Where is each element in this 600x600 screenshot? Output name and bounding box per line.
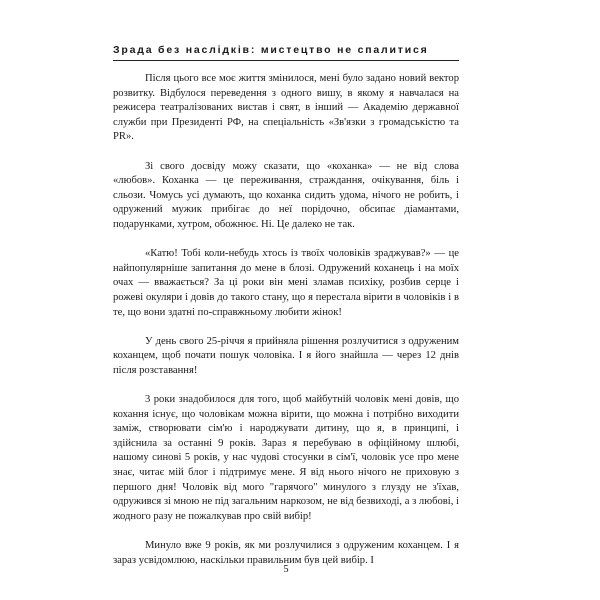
paragraph: Після цього все моє життя змінилося, мені було задано новий вектор розвитку. Відбулося переведення з одного вишу, в якому я навчалася на режисера театралізованих вистав і свят, в інший — Академію державної служби при Президенті РФ, на спеціальність «Зв'язки з громадськістю та PR».: [113, 73, 459, 143]
body-text: [113, 72, 459, 568]
page-number: 5: [283, 564, 289, 575]
paragraph: «Катю! Тобі коли-небудь хтось із твоїх чоловіків зраджував?» — це найпопулярніше запитання до мене в блозі. Одружений коханець і на моїх очах — вважається? За ці роки він мені зламав психіку, розбив серце і рожеві окуляри і довів до такого стану, що я перестала вірити в чоловіків і в те, що вони здатні по-справжньому любити жінок!: [113, 248, 459, 318]
paragraph: Зі свого досвіду можу сказати, що «коханка» — не від слова «любов». Коханка — це переживання, страждання, очікування, біль і сльози. Чомусь усі думають, що коханка сидить удома, нічого не робить, і одружений мужик прибігає до неї порідочно, обсипає діамантами, подарунками, хутром, обожнює. Ні. Це далеко не так.: [113, 160, 459, 230]
paragraph: У день свого 25-річчя я прийняла рішення розлучитися з одруженим коханцем, щоб почати пошук чоловіка. І я його знайшла — через 12 днів після розставання!: [113, 335, 459, 376]
paragraph: 3 роки знадобилося для того, щоб майбутній чоловік мені довів, що кохання існує, що чоловікам можна вірити, що можна і потрібно виходити заміж, створювати сім'ю і народжувати дитину, що я, в принципі, і здійснила за останні 9 років. Зараз я перебуваю в офіційному шлюбі, нашому синові 5 років, у нас чудові стосунки в сім'ї, чоловік усе про мене знає, читає мій блог і підтримує мене. Я від нього нічого не приховую з першого дня! Чоловік від мого "гарячого" минулого з глузду не з'їхав, одружився зі мною не під загальним наркозом, не від безвиході, а з любові, і жодного разу не пожалкував про свій вибір!: [113, 394, 459, 522]
running-title: Зрада без наслідків: мистецтво не спалитися: [113, 44, 429, 56]
paragraph: Минуло вже 9 років, як ми розлучилися з одруженим коханцем. І я зараз усвідомлюю, наскільки правильним був цей вибір. І: [113, 540, 459, 566]
header-rule: [113, 60, 459, 61]
